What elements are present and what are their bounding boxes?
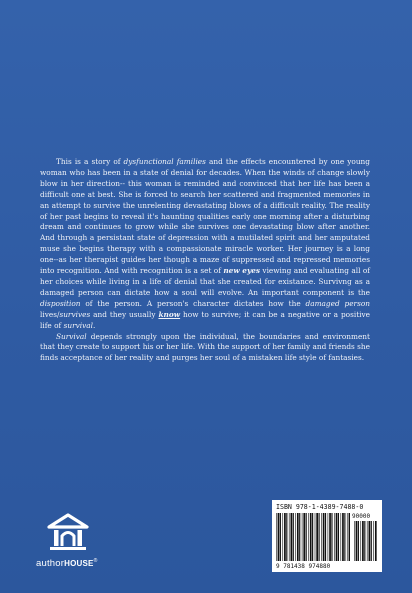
barcode-bar (367, 521, 368, 561)
blurb-text-run: depends strongly upon the individual, the boundaries and environment that they create to support his or her life. With the support of her family and friends she finds acceptance of her reality and purges her soul of a mistaken life style of fantasies. (40, 331, 370, 363)
barcode-bar (302, 513, 303, 561)
barcode-bar (282, 513, 283, 561)
barcode-bar (342, 513, 344, 561)
barcode-bar (289, 513, 290, 561)
barcode-bar (286, 513, 287, 561)
blurb-text-run: and the effects encountered by one young woman who has been in a state of denial for decades. When the winds of change slowly blow in her direction-- this woman is reminded and convinced that her life has been a difficult one at best. She is forced to search her scattered and fragmented memories in an attempt to survive the unrelenting devastating blows of a difficult reality. The reality of her past begins to reveal it's haunting qualities early one morning after a disturbing dream and continues to grow while she survives one devastating blow after another. And through a persistant state of depression with a mutilated spirit and her amputated muse she begins therapy with a compassionate miracle worker. Her journey is a long one--as her therapist guides her though a maze of suppressed and repressed memories into recognition. And with recognition is a set of (40, 157, 370, 276)
blurb-text-run: lives/ (40, 309, 60, 319)
blurb-text-run: know (158, 309, 181, 319)
barcode-bar (319, 513, 320, 561)
blurb-text-run: This is a story of (56, 157, 124, 166)
barcode-bar (323, 513, 325, 561)
blurb-text-run: of the person. A person's character dictates how the (80, 298, 306, 308)
barcode-bar (328, 513, 329, 561)
back-cover-blurb (40, 157, 370, 364)
isbn-barcode (272, 500, 382, 572)
publisher-name-prefix: author (36, 558, 65, 570)
blurb-text-run: survives (59, 309, 91, 319)
barcode-bar (347, 513, 348, 561)
barcode-bar (299, 513, 300, 561)
blurb-paragraph-2 (40, 332, 370, 365)
barcode-bar (321, 513, 322, 561)
barcode-bar (312, 513, 313, 561)
price-barcode-bars (354, 521, 378, 561)
publisher-name (36, 558, 97, 569)
blurb-paragraph-1 (40, 157, 370, 332)
barcode-bar (336, 513, 338, 561)
barcode-bar (303, 513, 305, 561)
barcode-bar (329, 513, 331, 561)
barcode-bar (276, 513, 277, 561)
barcode-bar (295, 513, 296, 561)
barcode-bar (358, 521, 359, 561)
barcode-bar (349, 513, 350, 561)
publisher-logo (36, 512, 106, 572)
barcode-bar (284, 513, 286, 561)
barcode-bar (278, 513, 280, 561)
publisher-name-house: HOUSE (64, 559, 94, 569)
barcode-bar (354, 521, 355, 561)
barcode-bar (310, 513, 312, 561)
barcode-bar (306, 513, 307, 561)
barcode-bar (315, 513, 316, 561)
barcode-bar (331, 513, 332, 561)
barcode-bar (341, 513, 342, 561)
barcode-bar (325, 513, 326, 561)
barcode-bar (293, 513, 294, 561)
ean-barcode-bars (276, 513, 350, 563)
blurb-text-run: damaged person (305, 298, 370, 308)
barcode-bar (362, 521, 364, 561)
blurb-text-run: how to survive; it can be a negative or a positive life of (40, 309, 370, 330)
barcode-bar (344, 513, 345, 561)
barcode-bar (360, 521, 361, 561)
blurb-text-run: disposition (40, 298, 81, 308)
barcode-bar (308, 513, 309, 561)
barcode-bar (364, 521, 365, 561)
barcode-number: 9 781438 974880 (276, 563, 331, 570)
barcode-bar (369, 521, 371, 561)
blurb-text-run: survival. (63, 320, 96, 330)
isbn-label: ISBN 978-1-4389-7488-0 (276, 503, 364, 511)
barcode-bar (316, 513, 318, 561)
blurb-text-run: Survival (56, 331, 87, 341)
authorhouse-logo-icon (45, 512, 91, 552)
barcode-bar (297, 513, 299, 561)
barcode-bar (291, 513, 293, 561)
barcode-bar (373, 521, 374, 561)
barcode-bar (338, 513, 339, 561)
blurb-text-run: dysfunctional families (123, 157, 206, 166)
barcode-bar (371, 521, 372, 561)
blurb-text-run: new eyes (223, 266, 261, 276)
blurb-text-run: and they usually (90, 309, 159, 319)
barcode-bar (356, 521, 358, 561)
registered-mark: ® (93, 558, 98, 564)
barcode-bar (280, 513, 281, 561)
barcode-bar (334, 513, 335, 561)
price-code: 90000 (352, 513, 371, 520)
blurb-text-run: viewing and evaluating all of her choices while living in a life of denial that she created for existance. Survivng as a damaged person can dictate how a soul will evolve. An important component is the (40, 266, 370, 297)
barcode-bar (375, 521, 377, 561)
